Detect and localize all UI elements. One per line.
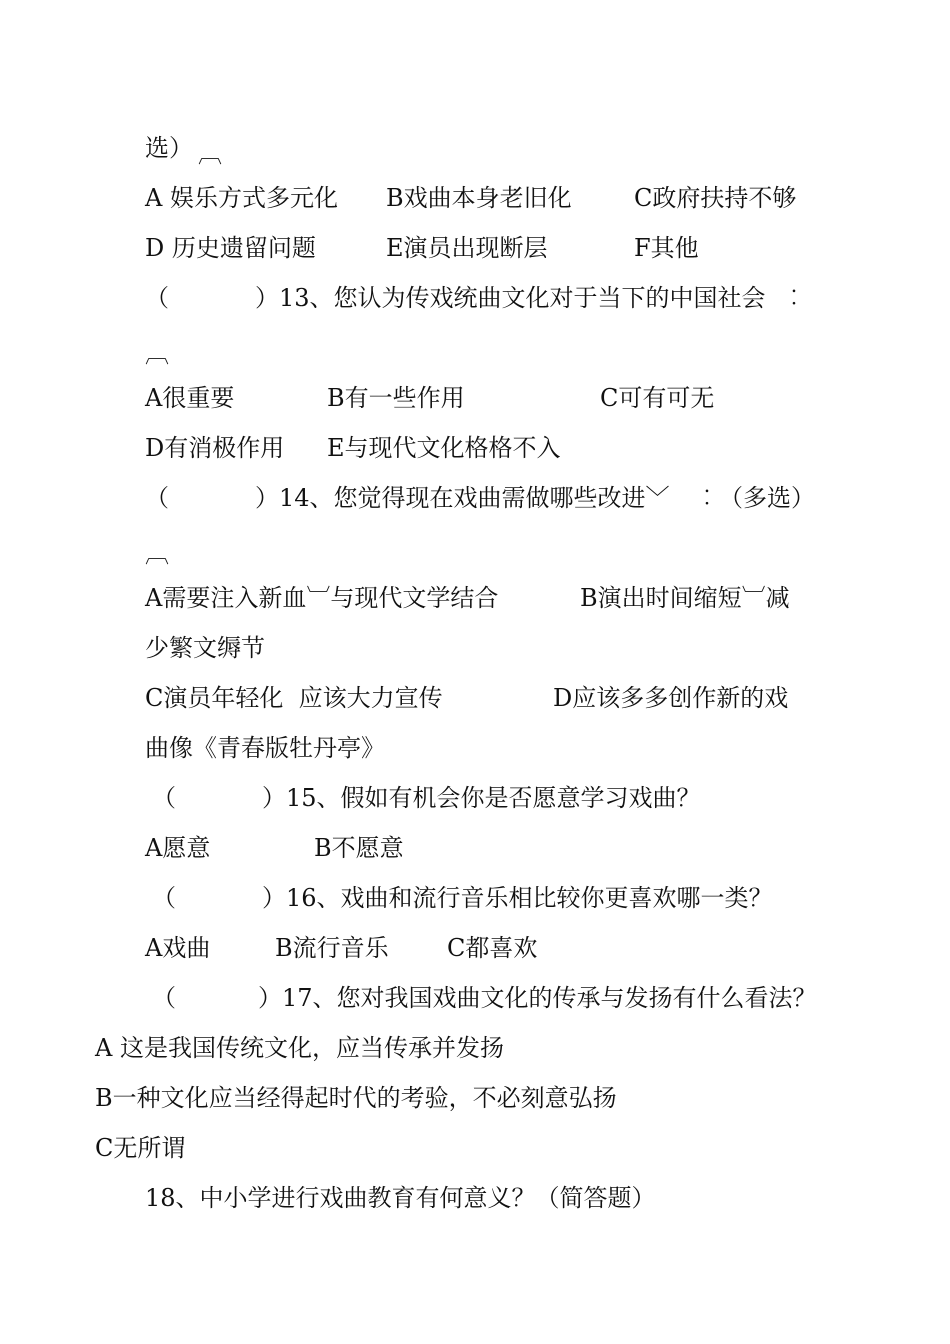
q13-bracket: ︹ [145,340,169,368]
q12-option-b: B戏曲本身老旧化 [386,184,572,212]
q14-bracket: ︹ [145,540,169,568]
q14-question: ）14、您觉得现在戏曲需做哪些改进﹀ [255,484,670,512]
q16-question: ）16、戏曲和流行音乐相比较你更喜欢哪一类？ [262,884,773,912]
q16-option-a: A戏曲 [145,934,211,962]
q17-option-a: A 这是我国传统文化，应当传承并发扬 [95,1034,504,1062]
q14-option-a: A需要注入新血︺与现代文学结合 [145,584,499,612]
q17-answer-open: （ [152,984,176,1012]
q12-tail: 选） [145,134,193,162]
q15-question: ）15、假如有机会你是否愿意学习戏曲？ [262,784,701,812]
q12-option-f: F其他 [634,234,699,262]
q16-option-b: B流行音乐 [275,934,389,962]
q12-bracket: ︹ [198,140,222,168]
q17-question: ）17、您对我国戏曲文化的传承与发扬有什么看法？ [258,984,817,1012]
q16-option-c: C都喜欢 [447,934,538,962]
q12-option-e: E演员出现断层 [386,234,548,262]
q13-option-e: E与现代文化格格不入 [327,434,561,462]
q14-option-b: B演出时间缩短︺减 [580,584,790,612]
q12-option-c: C政府扶持不够 [634,184,797,212]
q13-option-c: C可有可无 [600,384,715,412]
q17-option-b: B一种文化应当经得起时代的考验，不必刻意弘扬 [95,1084,617,1112]
q13-colon: ︰ [782,284,806,312]
q14-option-d: D应该多多创作新的戏 [553,684,789,712]
q13-question: ）13、您认为传戏统曲文化对于当下的中国社会 [255,284,766,312]
q14-multi-select: ︰（多选） [695,484,815,512]
q13-option-d: D有消极作用 [145,434,285,462]
q12-option-a: A 娱乐方式多元化 [145,184,338,212]
q13-option-a: A很重要 [145,384,235,412]
q16-answer-open: （ [152,884,176,912]
q15-option-b: B不愿意 [314,834,404,862]
q14-answer-open: （ [145,484,169,512]
q14-option-c: C演员年轻化 应该大力宣传 [145,684,443,712]
q15-option-a: A愿意 [145,834,211,862]
q14-option-b-continued: 少繁文缛节 [145,634,265,662]
q14-option-d-continued: 曲像《青春版牡丹亭》 [145,734,385,762]
q13-answer-open: （ [145,284,169,312]
q18-question: 18、中小学进行戏曲教育有何意义？（简答题） [145,1184,656,1212]
q17-option-c: C无所谓 [95,1134,186,1162]
q12-option-d: D 历史遗留问题 [145,234,316,262]
q15-answer-open: （ [152,784,176,812]
q13-option-b: B有一些作用 [327,384,465,412]
